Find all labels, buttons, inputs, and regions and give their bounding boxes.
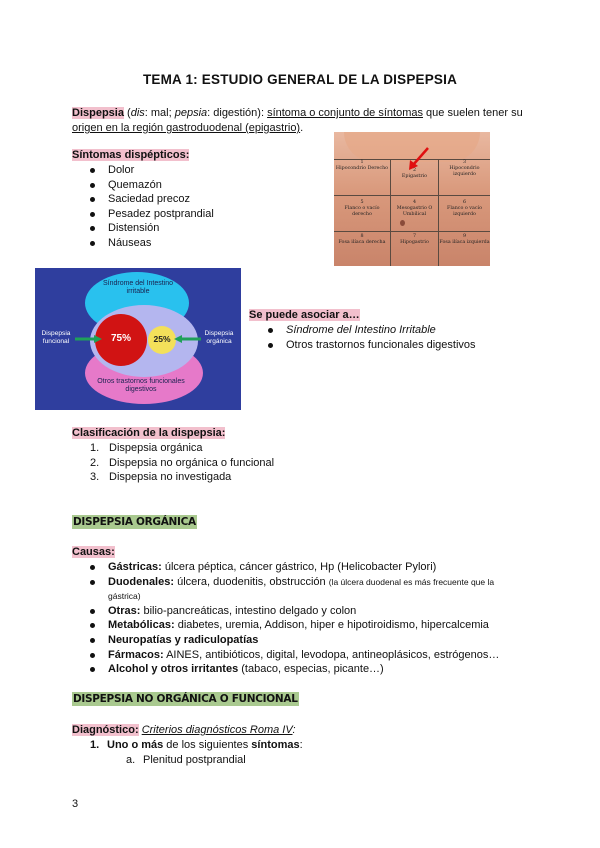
region-1: 1 Hipocondrio Derecho: [335, 160, 389, 171]
venn-bottom-label: Otros trastornos funcionales digestivos: [97, 378, 185, 393]
list-item: Síndrome del Intestino Irritable: [258, 323, 476, 338]
list-item: Saciedad precoz: [80, 192, 214, 207]
section-heading-funcional: DISPEPSIA NO ORGÁNICA O FUNCIONAL: [73, 693, 298, 705]
region-6: 6 Flanco o vacío izquierdo: [446, 200, 482, 217]
section-heading-organica: DISPEPSIA ORGÁNICA: [73, 516, 196, 528]
list-item: Alcohol y otros irritantes (tabaco, especias, picante…): [80, 662, 550, 677]
venn-top-label: Síndrome del Intestino irritable: [102, 280, 174, 295]
venn-left-pct: 75%: [110, 333, 131, 344]
list-item: Otros trastornos funcionales digestivos: [258, 338, 476, 353]
definition-term: Dispepsia: [72, 107, 124, 119]
list-item: Dolor: [80, 163, 214, 178]
region-4: 4 Mesogastrio O Umbilical: [396, 200, 433, 217]
venn-diagram: [35, 268, 241, 410]
green-arrow-right-icon: [173, 335, 201, 343]
red-arrow-icon: [404, 146, 434, 172]
list-item: Quemazón: [80, 178, 214, 193]
causes-heading: Causas:: [72, 546, 115, 558]
diagnosis-item-1: 1. Uno o más de los siguientes síntomas:: [90, 739, 303, 751]
region-5: 5 Flanco o vacío derecho: [344, 200, 380, 217]
page-number: 3: [72, 798, 79, 810]
list-item: Gástricas: úlcera péptica, cáncer gástrico, Hp (Helicobacter Pylori): [80, 560, 550, 575]
associate-heading: Se puede asociar a…: [249, 309, 360, 321]
list-item: Neuropatías y radiculopatías: [80, 633, 550, 648]
list-item: 1. Dispepsia orgánica: [90, 442, 203, 454]
page-title: TEMA 1: ESTUDIO GENERAL DE LA DISPEPSIA: [142, 72, 458, 87]
region-3: 3 Hipocondrio izquierdo: [449, 160, 480, 177]
region-7: 7 Hipogastrio: [400, 234, 429, 245]
list-item: Metabólicas: diabetes, uremia, Addison, hiper e hipotiroidismo, hipercalcemia: [80, 618, 550, 633]
region-9: 9 Fosa ilíaca izquierda: [439, 234, 490, 245]
diagnosis-line: Diagnóstico: Criterios diagnósticos Roma IV:: [72, 724, 296, 736]
list-item: 3. Dispepsia no investigada: [90, 471, 232, 484]
green-arrow-left-icon: [75, 335, 103, 343]
list-item: Fármacos: AINES, antibióticos, digital, levodopa, antineoplásicos, estrógenos…: [80, 648, 550, 663]
venn-right-label: Dispepsia orgánica: [204, 330, 234, 345]
region-2: 2 Epigastrio: [401, 168, 428, 179]
symptoms-heading: Síntomas dispépticos:: [72, 149, 190, 161]
causes-list: [80, 560, 550, 677]
list-item: Otras: bilio-pancreáticas, intestino delgado y colon: [80, 604, 550, 619]
venn-right-pct: 25%: [153, 334, 171, 344]
list-item: Náuseas: [80, 236, 214, 251]
abdomen-regions-figure: [334, 132, 490, 266]
region-8: 8 Fosa ilíaca derecha: [338, 234, 386, 245]
classification-heading: Clasificación de la dispepsia:: [72, 427, 226, 439]
associate-list: [258, 323, 476, 352]
definition: Dispepsia (dis: mal; pepsia: digestión): síntoma o conjunto de síntomas que suelen tener su origen en la región gastroduodenal (epigastrio).: [72, 107, 523, 134]
symptoms-list: [80, 163, 214, 251]
diagnosis-sub-a: a. Plenitud postprandial: [126, 754, 246, 766]
list-item: Distensión: [80, 221, 214, 236]
venn-left-label: Dispepsia funcional: [41, 330, 71, 345]
list-item: 2. Dispepsia no orgánica o funcional: [90, 456, 275, 469]
list-item: Duodenales: úlcera, duodenitis, obstrucción (la úlcera duodenal es más frecuente que la gástrica): [80, 575, 550, 604]
classification-list: [90, 441, 274, 485]
list-item: Pesadez postprandial: [80, 207, 214, 222]
